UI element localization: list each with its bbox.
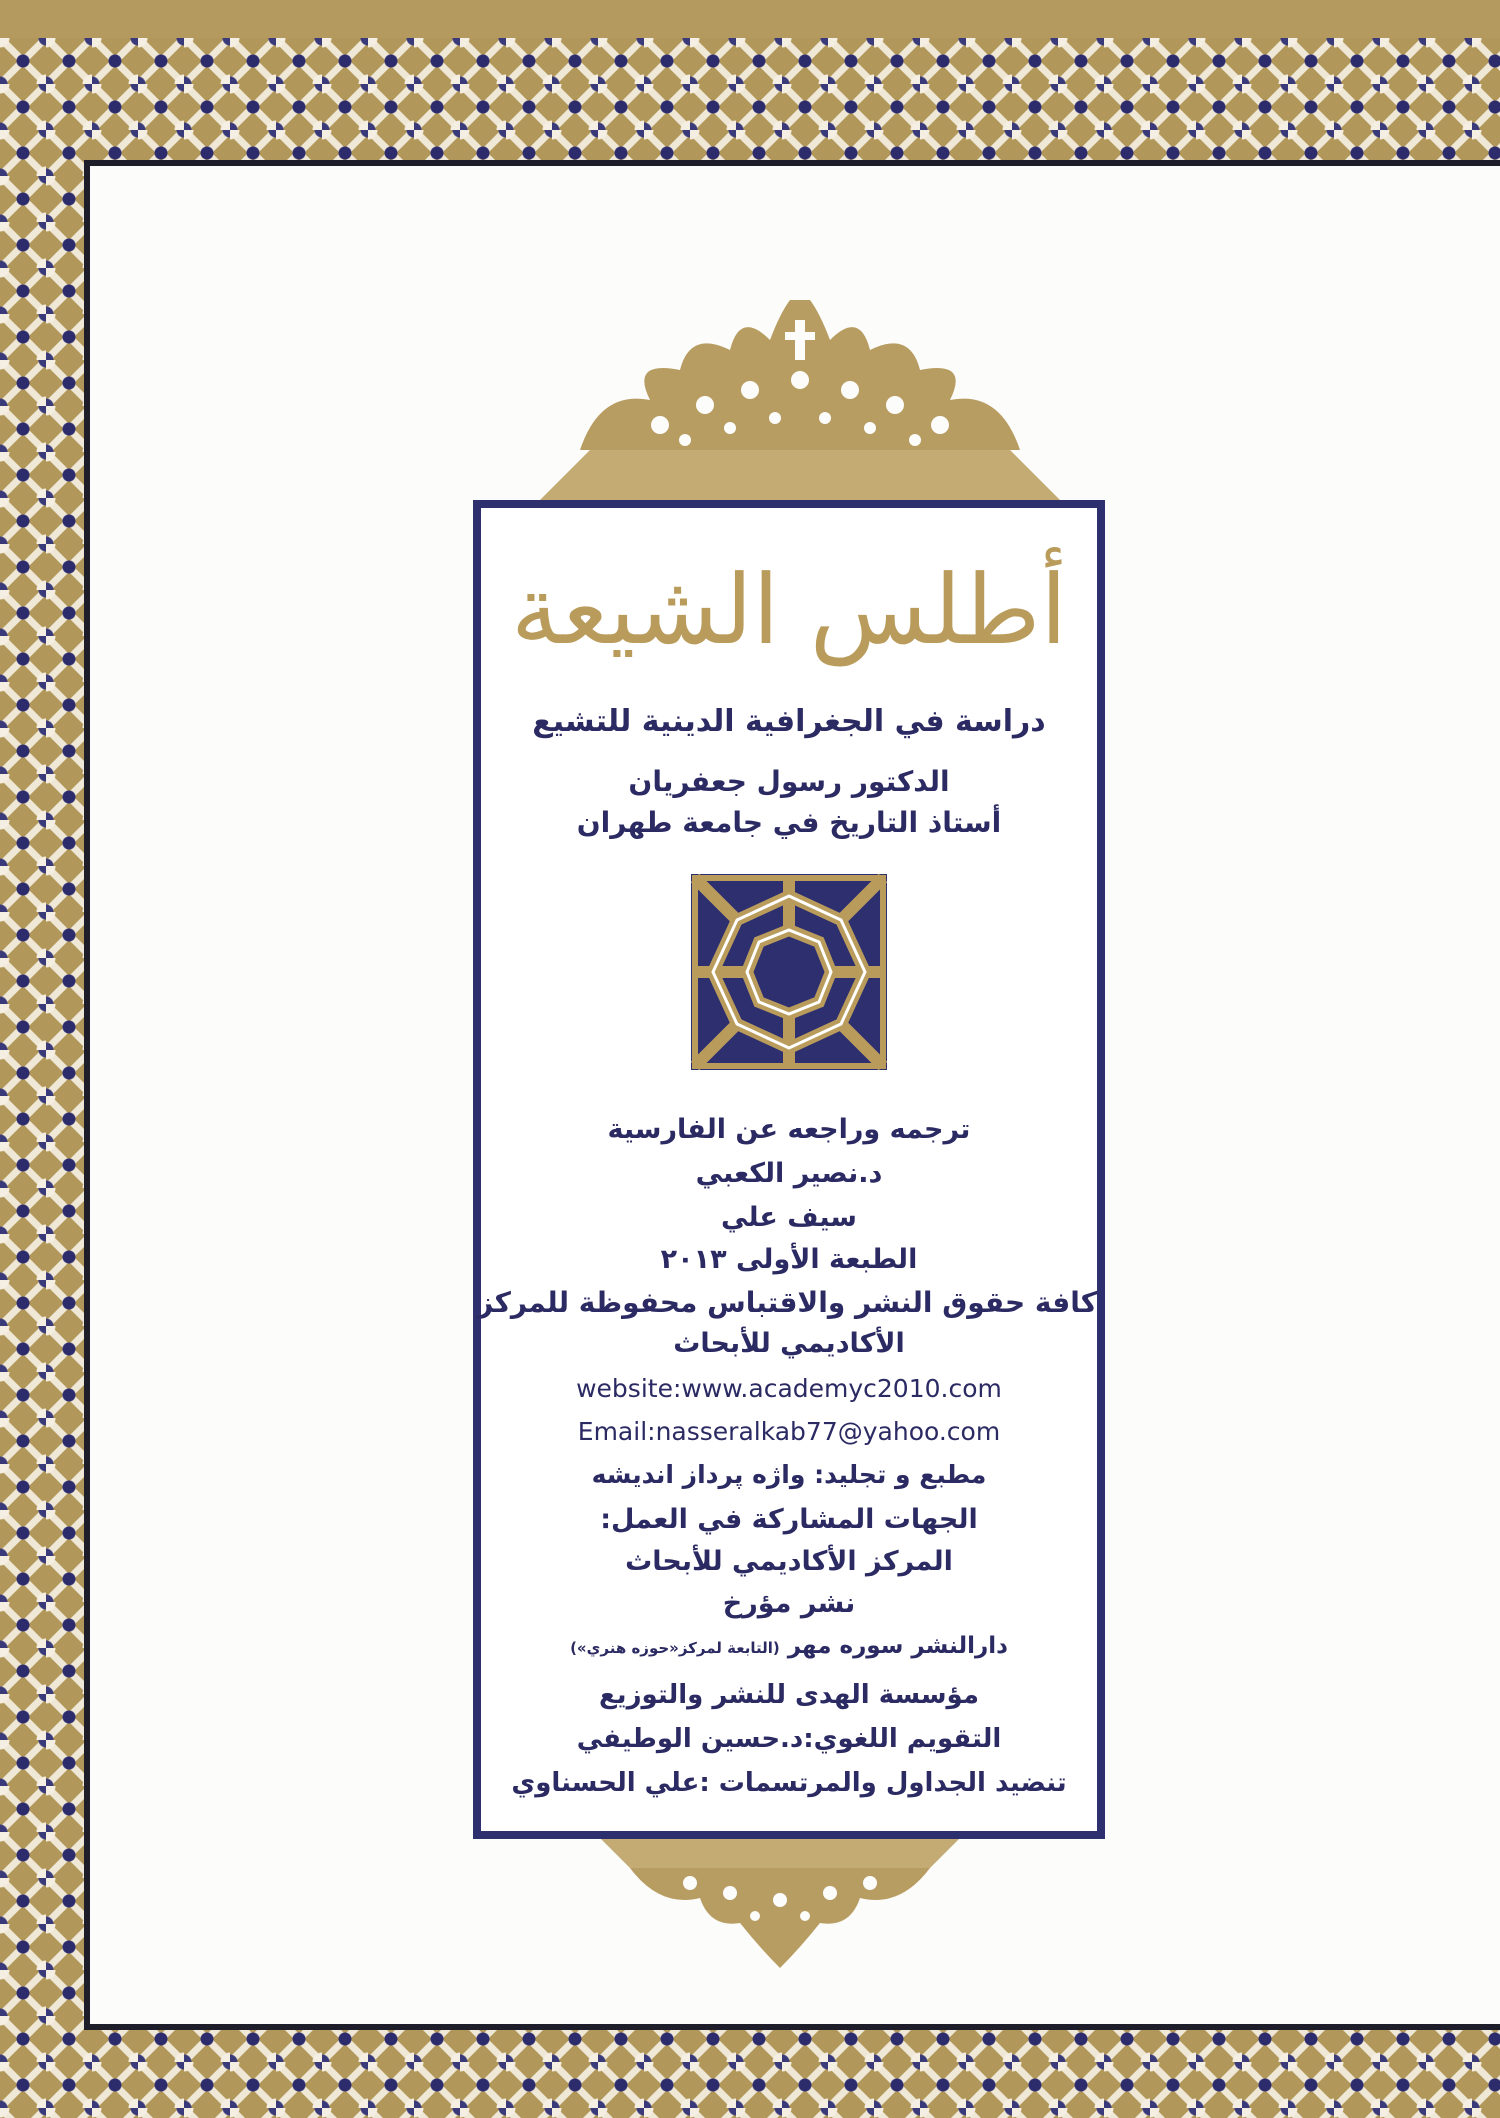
translation-heading: ترجمه وراجعه عن الفارسية bbox=[607, 1114, 971, 1145]
title-panel bbox=[473, 500, 1105, 1839]
website-line: website:www.academyc2010.com bbox=[576, 1374, 1002, 1403]
book-subtitle: دراسة في الجغرافية الدينية للتشيع bbox=[532, 704, 1046, 739]
printing-line: مطبع و تجليد: واژه پرداز انديشه bbox=[591, 1460, 987, 1489]
top-ornament-icon bbox=[540, 300, 1060, 500]
email-line: Email:nasseralkab77@yahoo.com bbox=[577, 1417, 1001, 1446]
translator-name: د.نصير الكعبي bbox=[695, 1158, 883, 1189]
partners-heading: الجهات المشاركة في العمل: bbox=[600, 1504, 978, 1535]
partner-name: دارالنشر سوره مهر bbox=[787, 1633, 1008, 1659]
rights-line: الأكاديمي للأبحاث bbox=[673, 1328, 905, 1359]
bottom-ornament-icon bbox=[600, 1838, 960, 1968]
partner-item: مؤسسة الهدى للنشر والتوزيع bbox=[599, 1680, 979, 1710]
translator-name: سيف علي bbox=[721, 1202, 857, 1233]
edition-line: الطبعة الأولى ٢٠١٣ bbox=[660, 1244, 918, 1275]
typesetting-line: تنضيد الجداول والمرتسمات :علي الحسناوي bbox=[511, 1768, 1067, 1798]
partner-item: نشر مؤرخ bbox=[722, 1588, 856, 1619]
author-affiliation: أستاذ التاريخ في جامعة طهران bbox=[576, 806, 1002, 839]
proofreading-line: التقويم اللغوي:د.حسين الوطيفي bbox=[576, 1724, 1002, 1754]
partner-item: المركز الأكاديمي للأبحاث bbox=[625, 1546, 953, 1577]
author-name: الدكتور رسول جعفريان bbox=[628, 765, 950, 798]
partner-note: (التابعة لمركز«حوزه هنري») bbox=[570, 1639, 780, 1657]
partner-item bbox=[481, 1633, 1097, 1659]
book-title: أطلس الشيعة bbox=[510, 554, 1068, 666]
rights-line: كافة حقوق النشر والاقتباس محفوظة للمركز bbox=[477, 1286, 1097, 1319]
geometric-medallion-icon bbox=[691, 874, 887, 1070]
